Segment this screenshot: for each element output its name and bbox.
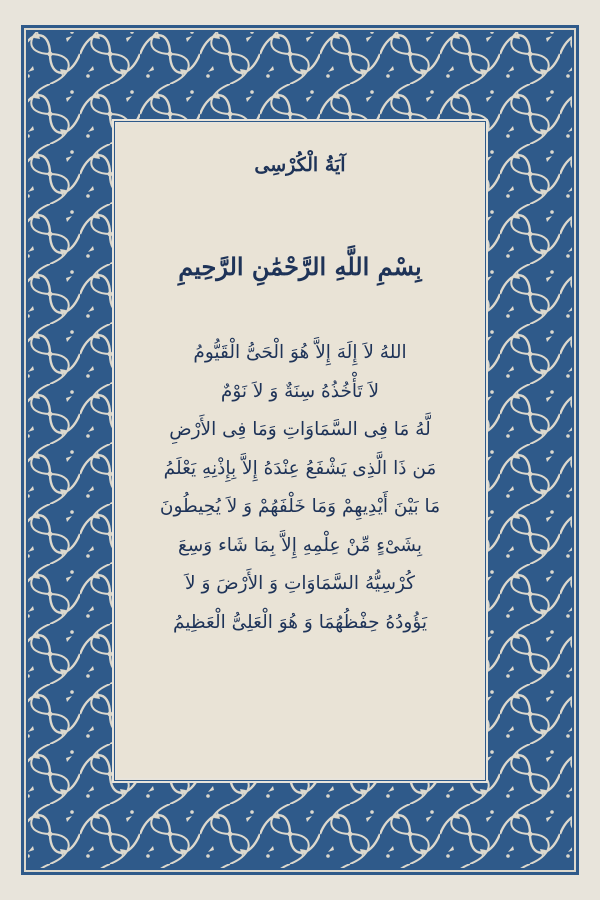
basmala-heading: بِسْمِ اللَّهِ الرَّحْمَٰنِ الرَّحِيمِ <box>178 252 422 281</box>
verse-text <box>117 334 483 642</box>
verse-line: بِشَىْءٍ مِّنْ عِلْمِهِ إِلاَّ بِمَا شَاء وَسِعَ <box>177 534 423 556</box>
ornamental-border-frame <box>20 24 580 876</box>
verse-line: مَن ذَا الَّذِى يَشْفَعُ عِنْدَهُ إِلاَّ بِإِذْنِهِ يَعْلَمُ <box>163 457 437 479</box>
text-panel <box>117 124 483 778</box>
verse-line: مَا بَيْنَ أَيْدِيهِمْ وَمَا خَلْفَهُمْ وَ لاَ يُحِيطُونَ <box>159 496 441 517</box>
verse-line: كُرْسِيُّهُ السَّمَاوَاتِ وَ الأَرْضَ وَ لاَ <box>185 573 415 594</box>
verse-line: لَّهُ مَا فِى السَّمَاوَاتِ وَمَا فِى الأَرْضِ <box>169 419 431 440</box>
verse-line: لاَ تَأْخُذُهُ سِنَةٌ وَ لاَ نَوْمٌ <box>220 380 380 402</box>
page-title: آيَةُ الْكُرْسِى <box>254 154 346 176</box>
verse-line: يَؤُودُهُ حِفْظُهُمَا وَ هُوَ الْعَلِىُّ الْعَظِيمُ <box>172 611 428 633</box>
verse-line: اللهُ لاَ إِلَهَ إِلاَّ هُوَ الْحَىُّ الْقَيُّومُ <box>193 342 407 363</box>
